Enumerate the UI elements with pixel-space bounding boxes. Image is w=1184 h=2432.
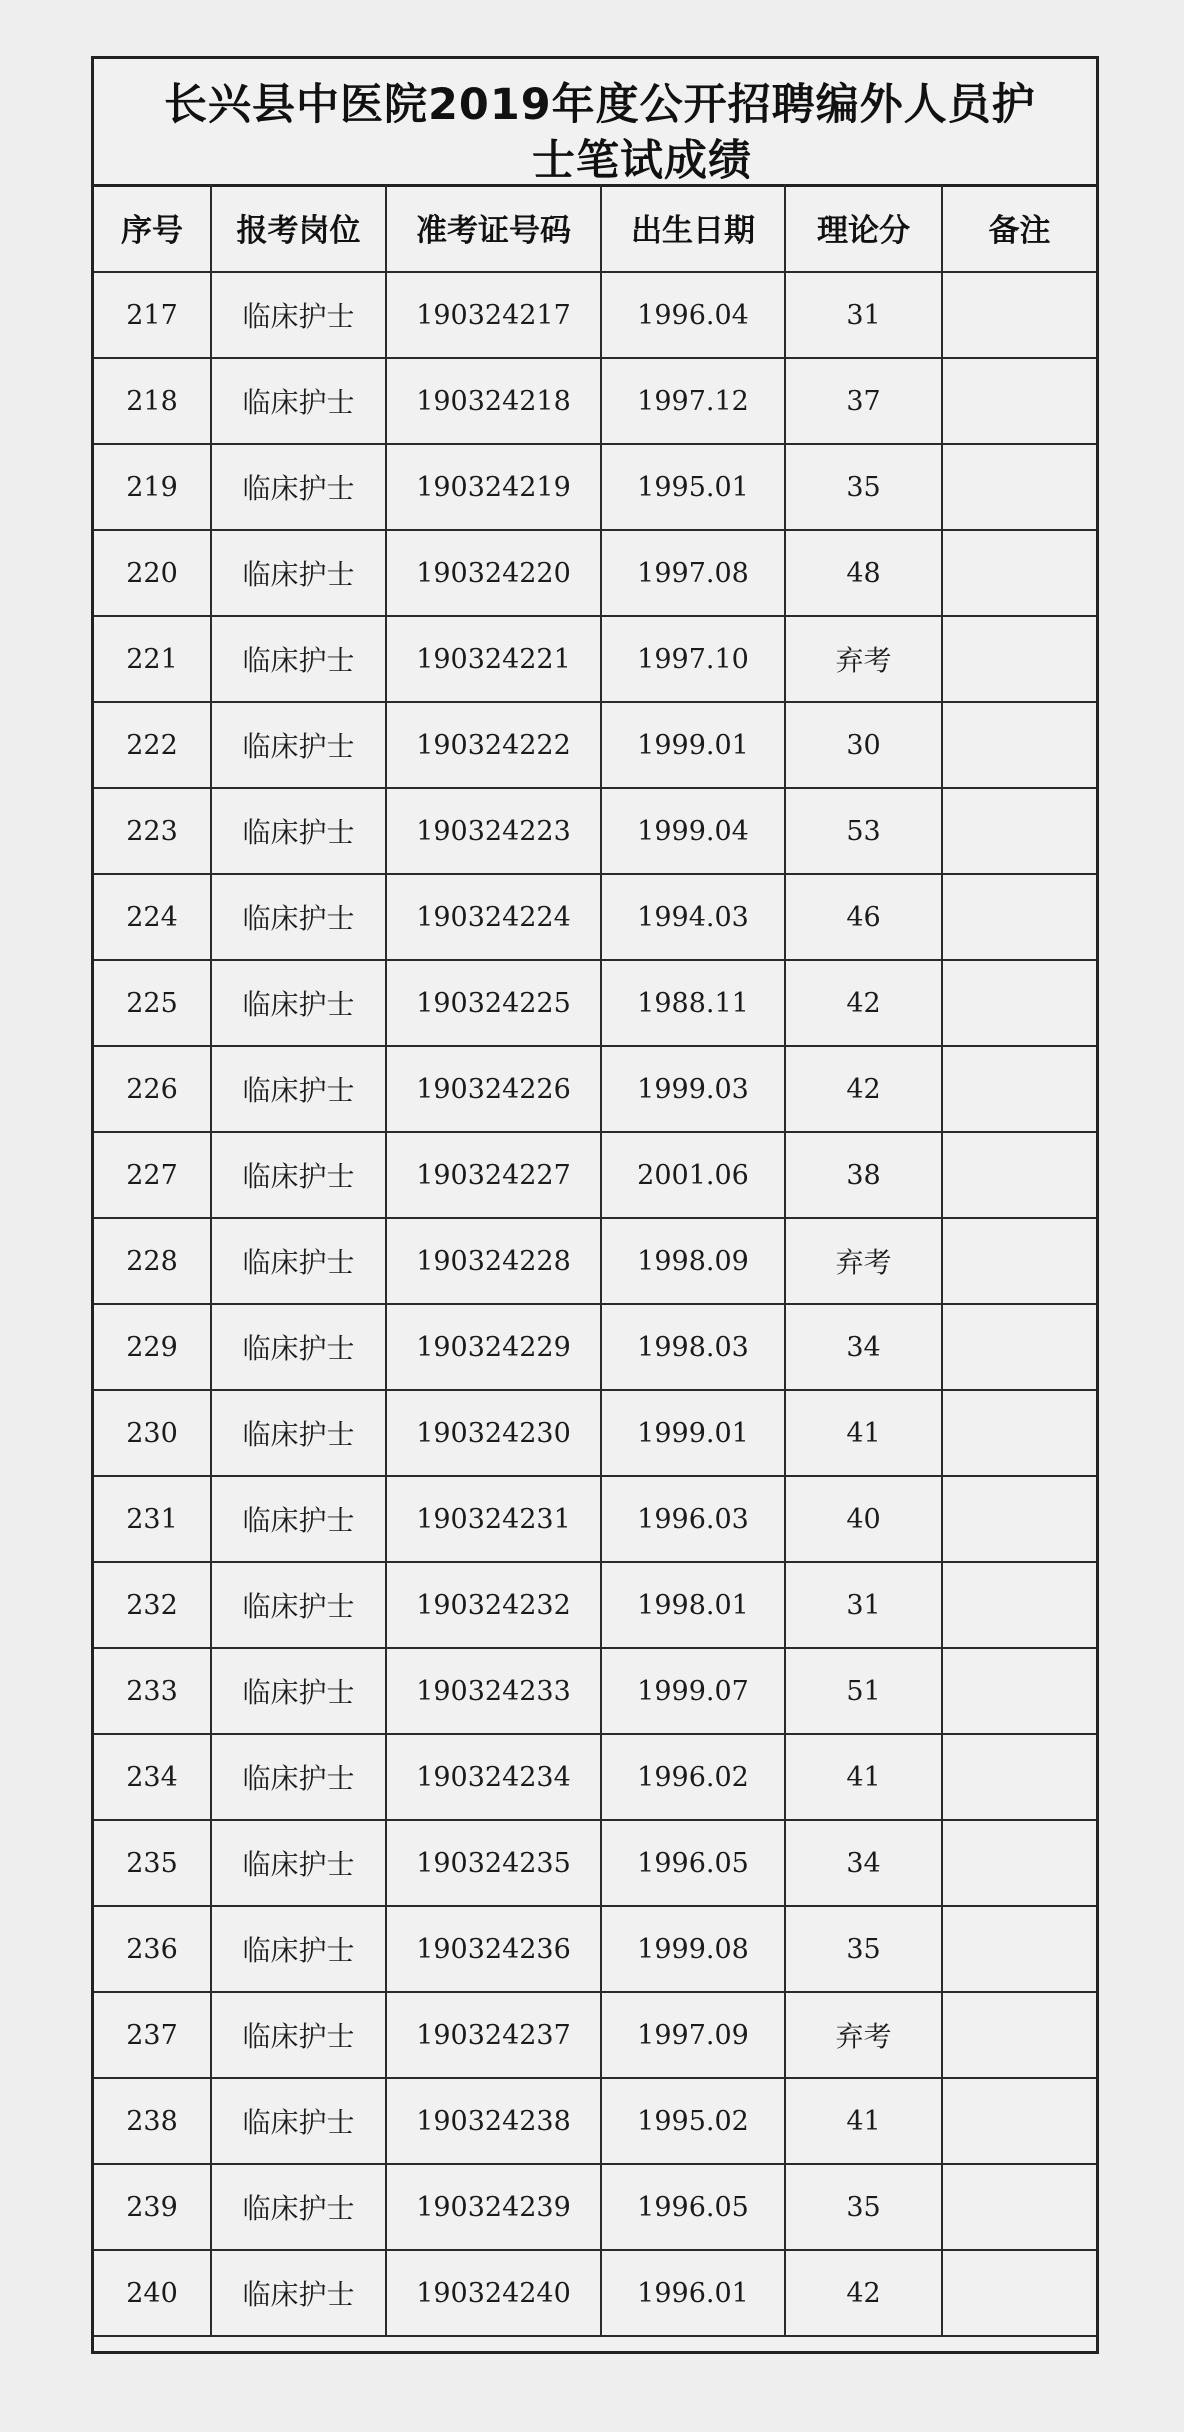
cell-ticket-number: 190324239	[386, 2164, 601, 2250]
cell-serial: 224	[94, 874, 211, 960]
cell-position: 临床护士	[211, 1992, 386, 2078]
cell-remarks	[942, 1820, 1096, 1906]
cell-position: 临床护士	[211, 1046, 386, 1132]
column-header-remarks: 备注	[942, 184, 1096, 272]
cell-remarks	[942, 272, 1096, 358]
column-header-position: 报考岗位	[211, 184, 386, 272]
cell-birth-date: 1999.01	[601, 1390, 785, 1476]
cell-theory-score: 48	[785, 530, 942, 616]
cell-ticket-number: 190324227	[386, 1132, 601, 1218]
table-row	[94, 1992, 1096, 2078]
table-row	[94, 616, 1096, 702]
cell-ticket-number: 190324231	[386, 1476, 601, 1562]
table-row	[94, 1046, 1096, 1132]
cell-position: 临床护士	[211, 960, 386, 1046]
cell-theory-score: 31	[785, 272, 942, 358]
cell-birth-date: 1998.03	[601, 1304, 785, 1390]
cell-remarks	[942, 530, 1096, 616]
cell-remarks	[942, 1992, 1096, 2078]
cell-ticket-number: 190324230	[386, 1390, 601, 1476]
cell-remarks	[942, 1218, 1096, 1304]
cell-position: 临床护士	[211, 1820, 386, 1906]
cell-position: 临床护士	[211, 874, 386, 960]
column-header-birth-date: 出生日期	[601, 184, 785, 272]
cell-serial: 218	[94, 358, 211, 444]
cell-theory-score: 34	[785, 1820, 942, 1906]
cell-serial: 225	[94, 960, 211, 1046]
table-row	[94, 1132, 1096, 1218]
cell-birth-date: 1994.03	[601, 874, 785, 960]
cell-ticket-number: 190324218	[386, 358, 601, 444]
cell-birth-date: 1996.05	[601, 1820, 785, 1906]
document-title-line-2: 士笔试成绩	[532, 136, 752, 186]
cell-position: 临床护士	[211, 1390, 386, 1476]
cell-remarks	[942, 874, 1096, 960]
cell-position: 临床护士	[211, 358, 386, 444]
cell-ticket-number: 190324228	[386, 1218, 601, 1304]
cell-remarks	[942, 1132, 1096, 1218]
table-row	[94, 1476, 1096, 1562]
table-row	[94, 702, 1096, 788]
cell-birth-date: 1996.01	[601, 2250, 785, 2336]
cell-serial: 220	[94, 530, 211, 616]
cell-remarks	[942, 1476, 1096, 1562]
cell-theory-score: 弃考	[785, 616, 942, 702]
cell-birth-date: 1998.01	[601, 1562, 785, 1648]
cell-position: 临床护士	[211, 2164, 386, 2250]
cell-serial: 231	[94, 1476, 211, 1562]
cell-serial: 240	[94, 2250, 211, 2336]
cell-birth-date: 1999.07	[601, 1648, 785, 1734]
cell-theory-score: 35	[785, 1906, 942, 1992]
cell-remarks	[942, 1734, 1096, 1820]
column-header-theory-score: 理论分	[785, 184, 942, 272]
cell-theory-score: 31	[785, 1562, 942, 1648]
cell-birth-date: 1998.09	[601, 1218, 785, 1304]
cell-theory-score: 41	[785, 1734, 942, 1820]
cell-serial: 223	[94, 788, 211, 874]
table-row	[94, 272, 1096, 358]
cell-birth-date: 1995.02	[601, 2078, 785, 2164]
table-row	[94, 444, 1096, 530]
cell-remarks	[942, 444, 1096, 530]
cell-position: 临床护士	[211, 1132, 386, 1218]
cell-serial: 234	[94, 1734, 211, 1820]
cell-theory-score: 35	[785, 2164, 942, 2250]
results-table	[94, 184, 1096, 2337]
table-row	[94, 1648, 1096, 1734]
table-row	[94, 358, 1096, 444]
cell-position: 临床护士	[211, 2078, 386, 2164]
cell-theory-score: 42	[785, 1046, 942, 1132]
document-title-line-1: 长兴县中医院2019年度公开招聘编外人员护	[164, 80, 1036, 130]
table-row	[94, 1820, 1096, 1906]
cell-position: 临床护士	[211, 1562, 386, 1648]
cell-position: 临床护士	[211, 1476, 386, 1562]
cell-birth-date: 1999.08	[601, 1906, 785, 1992]
cell-birth-date: 1996.04	[601, 272, 785, 358]
cell-serial: 236	[94, 1906, 211, 1992]
cell-theory-score: 弃考	[785, 1992, 942, 2078]
cell-remarks	[942, 1562, 1096, 1648]
cell-birth-date: 1999.01	[601, 702, 785, 788]
cell-theory-score: 42	[785, 960, 942, 1046]
cell-position: 临床护士	[211, 788, 386, 874]
cell-birth-date: 1997.08	[601, 530, 785, 616]
cell-birth-date: 1996.05	[601, 2164, 785, 2250]
cell-birth-date: 1999.03	[601, 1046, 785, 1132]
cell-ticket-number: 190324225	[386, 960, 601, 1046]
cell-serial: 237	[94, 1992, 211, 2078]
table-row	[94, 1218, 1096, 1304]
cell-remarks	[942, 960, 1096, 1046]
cell-position: 临床护士	[211, 2250, 386, 2336]
cell-serial: 239	[94, 2164, 211, 2250]
cell-serial: 219	[94, 444, 211, 530]
cell-ticket-number: 190324235	[386, 1820, 601, 1906]
cell-serial: 226	[94, 1046, 211, 1132]
cell-position: 临床护士	[211, 1304, 386, 1390]
table-row	[94, 874, 1096, 960]
cell-theory-score: 42	[785, 2250, 942, 2336]
cell-serial: 221	[94, 616, 211, 702]
cell-theory-score: 弃考	[785, 1218, 942, 1304]
header-row	[94, 184, 1096, 272]
cell-ticket-number: 190324224	[386, 874, 601, 960]
table-body	[94, 272, 1096, 2336]
cell-serial: 227	[94, 1132, 211, 1218]
cell-birth-date: 1997.10	[601, 616, 785, 702]
table-row	[94, 1734, 1096, 1820]
cell-birth-date: 1997.09	[601, 1992, 785, 2078]
cell-theory-score: 53	[785, 788, 942, 874]
cell-position: 临床护士	[211, 1218, 386, 1304]
cell-position: 临床护士	[211, 1906, 386, 1992]
title-block	[94, 59, 1096, 187]
table-row	[94, 1562, 1096, 1648]
cell-serial: 238	[94, 2078, 211, 2164]
cell-birth-date: 1995.01	[601, 444, 785, 530]
cell-theory-score: 37	[785, 358, 942, 444]
cell-serial: 228	[94, 1218, 211, 1304]
cell-birth-date: 2001.06	[601, 1132, 785, 1218]
cell-birth-date: 1999.04	[601, 788, 785, 874]
cell-ticket-number: 190324240	[386, 2250, 601, 2336]
cell-birth-date: 1988.11	[601, 960, 785, 1046]
table-row	[94, 960, 1096, 1046]
cell-serial: 232	[94, 1562, 211, 1648]
cell-remarks	[942, 616, 1096, 702]
cell-theory-score: 41	[785, 2078, 942, 2164]
cell-birth-date: 1997.12	[601, 358, 785, 444]
cell-serial: 235	[94, 1820, 211, 1906]
cell-ticket-number: 190324223	[386, 788, 601, 874]
cell-serial: 222	[94, 702, 211, 788]
cell-theory-score: 34	[785, 1304, 942, 1390]
cell-position: 临床护士	[211, 1648, 386, 1734]
table-row	[94, 2078, 1096, 2164]
cell-ticket-number: 190324220	[386, 530, 601, 616]
cell-birth-date: 1996.03	[601, 1476, 785, 1562]
cell-ticket-number: 190324229	[386, 1304, 601, 1390]
cell-position: 临床护士	[211, 1734, 386, 1820]
cell-remarks	[942, 1304, 1096, 1390]
cell-remarks	[942, 1906, 1096, 1992]
cell-ticket-number: 190324233	[386, 1648, 601, 1734]
cell-serial: 229	[94, 1304, 211, 1390]
cell-remarks	[942, 2250, 1096, 2336]
cell-theory-score: 40	[785, 1476, 942, 1562]
cell-serial: 233	[94, 1648, 211, 1734]
table-row	[94, 1304, 1096, 1390]
cell-position: 临床护士	[211, 616, 386, 702]
cell-remarks	[942, 1648, 1096, 1734]
cell-birth-date: 1996.02	[601, 1734, 785, 1820]
cell-ticket-number: 190324238	[386, 2078, 601, 2164]
cell-position: 临床护士	[211, 702, 386, 788]
cell-ticket-number: 190324219	[386, 444, 601, 530]
cell-ticket-number: 190324221	[386, 616, 601, 702]
table-row	[94, 530, 1096, 616]
table-row	[94, 1906, 1096, 1992]
cell-ticket-number: 190324232	[386, 1562, 601, 1648]
cell-theory-score: 38	[785, 1132, 942, 1218]
cell-serial: 230	[94, 1390, 211, 1476]
cell-remarks	[942, 1046, 1096, 1132]
cell-remarks	[942, 1390, 1096, 1476]
cell-theory-score: 41	[785, 1390, 942, 1476]
table-row	[94, 2250, 1096, 2336]
cell-ticket-number: 190324237	[386, 1992, 601, 2078]
cell-remarks	[942, 2164, 1096, 2250]
table-row	[94, 2164, 1096, 2250]
cell-position: 临床护士	[211, 530, 386, 616]
table-row	[94, 788, 1096, 874]
column-header-ticket-number: 准考证号码	[386, 184, 601, 272]
cell-remarks	[942, 2078, 1096, 2164]
table-row	[94, 1390, 1096, 1476]
cell-ticket-number: 190324236	[386, 1906, 601, 1992]
cell-theory-score: 35	[785, 444, 942, 530]
cell-ticket-number: 190324226	[386, 1046, 601, 1132]
cell-ticket-number: 190324222	[386, 702, 601, 788]
cell-theory-score: 51	[785, 1648, 942, 1734]
cell-ticket-number: 190324234	[386, 1734, 601, 1820]
cell-theory-score: 30	[785, 702, 942, 788]
cell-position: 临床护士	[211, 272, 386, 358]
cell-serial: 217	[94, 272, 211, 358]
cell-ticket-number: 190324217	[386, 272, 601, 358]
column-header-serial: 序号	[94, 184, 211, 272]
cell-remarks	[942, 702, 1096, 788]
results-table-frame	[91, 56, 1099, 2354]
cell-remarks	[942, 358, 1096, 444]
cell-theory-score: 46	[785, 874, 942, 960]
cell-position: 临床护士	[211, 444, 386, 530]
cell-remarks	[942, 788, 1096, 874]
